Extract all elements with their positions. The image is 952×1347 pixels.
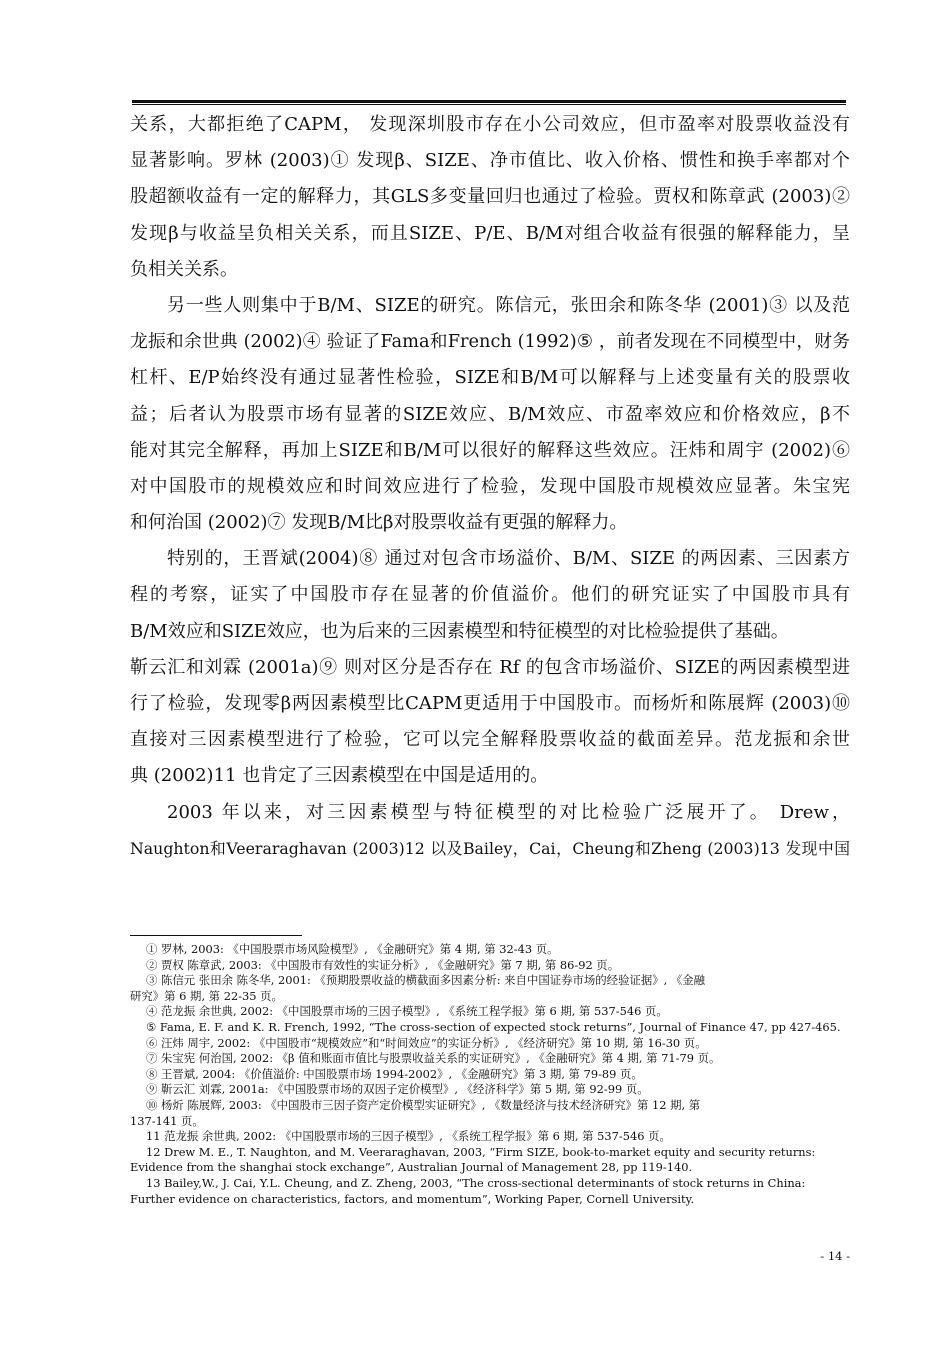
body-line: 另一些人则集中于B/M、SIZE的研究。陈信元，张田余和陈冬华 (2001)③ 以及范 <box>167 294 850 316</box>
footnote-line: ⑤ Fama, E. F. and K. R. French, 1992, “The cross-section of expected stock returns”, Journal of Finance 47, pp 427-465. <box>146 1019 841 1034</box>
footnote-line: ⑧ 王晋斌, 2004: 《价值溢价: 中国股票市场 1994-2002》, 《金融研究》第 3 期, 第 79-89 页。 <box>146 1066 643 1081</box>
header-rule <box>132 100 846 103</box>
body-line: Naughton和Veeraraghavan (2003)12 以及Bailey，Cai，Cheung和Zheng (2003)13 发现中国 <box>130 838 850 858</box>
footnote-line: ⑨ 靳云汇 刘霖, 2001a: 《中国股票市场的双因子定价模型》, 《经济科学》第 5 期, 第 92-99 页。 <box>146 1082 649 1097</box>
body-line: 负相关关系。 <box>130 258 238 280</box>
footnotes <box>130 942 850 1207</box>
body-text <box>130 107 850 867</box>
footnote-line: Further evidence on characteristics, factors, and momentum”, Working Paper, Cornell University. <box>130 1191 695 1206</box>
body-line: 能对其完全解释，再加上SIZE和B/M可以很好的解释这些效应。汪炜和周宇 (2002)⑥ <box>130 439 850 461</box>
footnote-separator <box>130 935 302 936</box>
page-number: - 14 - <box>820 1249 850 1263</box>
body-line: B/M效应和SIZE效应，也为后来的三因素模型和特征模型的对比检验提供了基础。 <box>130 620 789 642</box>
body-line: 程的考察，证实了中国股市存在显著的价值溢价。他们的研究证实了中国股市具有 <box>130 584 850 606</box>
body-line: 靳云汇和刘霖 (2001a)⑨ 则对区分是否存在 Rf 的包含市场溢价、SIZE的两因素模型进 <box>130 656 850 678</box>
footnote-line: ④ 范龙振 余世典, 2002: 《中国股票市场的三因子模型》, 《系统工程学报》第 6 期, 第 537-546 页。 <box>146 1004 668 1019</box>
body-line: 典 (2002)11 也肯定了三因素模型在中国是适用的。 <box>130 765 549 787</box>
footnote-line: 13 Bailey,W., J. Cai, Y.L. Cheung, and Z. Zheng, 2003, “The cross-sectional determinants of stock returns in China: <box>146 1175 806 1190</box>
footnote-line: ② 贾权 陈章武, 2003: 《中国股市有效性的实证分析》, 《金融研究》第 7 期, 第 86-92 页。 <box>146 957 620 972</box>
footnote-line: 137-141 页。 <box>130 1113 204 1128</box>
body-line: 对中国股市的规模效应和时间效应进行了检验，发现中国股市规模效应显著。朱宝宪 <box>130 475 850 497</box>
footnote-line: 研究》第 6 期, 第 22-35 页。 <box>130 988 283 1003</box>
body-line: 发现β与收益呈负相关关系，而且SIZE、P/E、B/M对组合收益有很强的解释能力，呈 <box>130 222 850 244</box>
body-line: 关系，大都拒绝了CAPM， 发现深圳股市存在小公司效应，但市盈率对股票收益没有 <box>130 114 850 135</box>
footnote-line: 11 范龙振 余世典, 2002: 《中国股票市场的三因子模型》, 《系统工程学报》第 6 期, 第 537-546 页。 <box>146 1129 671 1144</box>
body-line: 龙振和余世典 (2002)④ 验证了Fama和French (1992)⑤ ，前者发现在不同模型中，财务 <box>130 332 850 353</box>
body-line: 行了检验，发现零β两因素模型比CAPM更适用于中国股市。而杨炘和陈展辉 (2003)⑩ <box>130 693 850 714</box>
body-line: 杠杆、E/P始终没有通过显著性检验，SIZE和B/M可以解释与上述变量有关的股票收 <box>130 367 850 389</box>
header-rule-thin <box>132 104 846 105</box>
footnote-line: ⑦ 朱宝宪 何治国, 2002: 《β 值和账面市值比与股票收益关系的实证研究》, 《金融研究》第 4 期, 第 71-79 页。 <box>146 1051 721 1066</box>
footnote-line: ⑩ 杨炘 陈展辉, 2003: 《中国股市三因子资产定价模型实证研究》, 《数量经济与技术经济研究》第 12 期, 第 <box>146 1097 701 1112</box>
footnote-line: Evidence from the shanghai stock exchange”, Australian Journal of Management 28, pp 119-140. <box>130 1160 693 1175</box>
body-line: 2003 年以来，对三因素模型与特征模型的对比检验广泛展开了。 Drew， <box>167 801 850 823</box>
body-line: 特别的，王晋斌(2004)⑧ 通过对包含市场溢价、B/M、SIZE 的两因素、三因素方 <box>167 548 850 570</box>
body-line: 和何治国 (2002)⑦ 发现B/M比β对股票收益有更强的解释力。 <box>130 512 628 534</box>
body-line: 直接对三因素模型进行了检验，它可以完全解释股票收益的截面差异。范龙振和余世 <box>130 729 850 751</box>
footnote-line: ① 罗林, 2003: 《中国股票市场风险模型》, 《金融研究》第 4 期, 第 32-43 页。 <box>146 942 559 956</box>
footnote-line: 12 Drew M. E., T. Naughton, and M. Veeraraghavan, 2003, “Firm SIZE, book-to-market equity and security returns: <box>146 1144 816 1159</box>
footnote-line: ③ 陈信元 张田余 陈冬华, 2001: 《预期股票收益的横截面多因素分析: 来自中国证券市场的经验证据》, 《金融 <box>146 973 706 988</box>
body-line: 股超额收益有一定的解释力，其GLS多变量回归也通过了检验。贾权和陈章武 (2003)② <box>130 186 850 208</box>
body-line: 显著影响。罗林 (2003)① 发现β、SIZE、净市值比、收入价格、惯性和换手率都对个 <box>130 150 850 172</box>
footnote-line: ⑥ 汪炜 周宇, 2002: 《中国股市“规模效应”和“时间效应”的实证分析》, 《经济研究》第 10 期, 第 16-30 页。 <box>146 1035 707 1050</box>
body-line: 益；后者认为股票市场有显著的SIZE效应、B/M效应、市盈率效应和价格效应，β不 <box>130 403 850 425</box>
